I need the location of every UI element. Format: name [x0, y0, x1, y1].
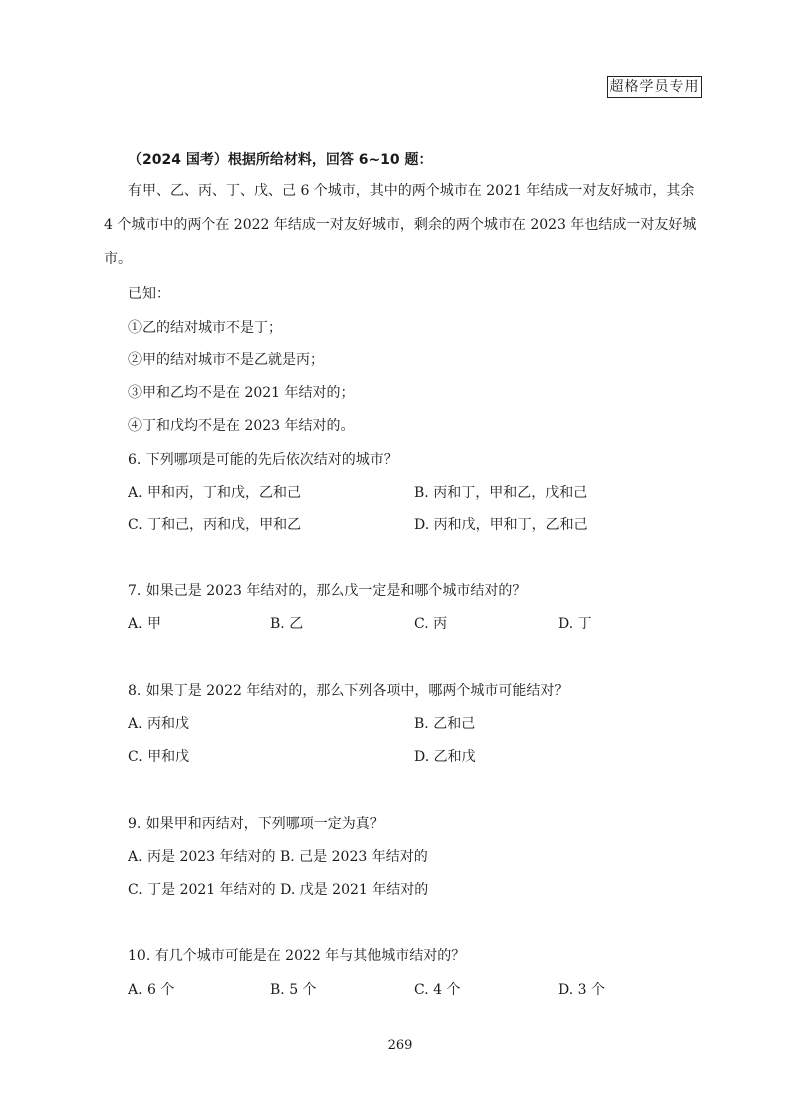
q7-option-d: D. 丁 [558, 616, 592, 632]
question-10: 10. 有几个城市可能是在 2022 年与其他城市结对的？ [128, 948, 466, 964]
question-9: 9. 如果甲和丙结对，下列哪项一定为真？ [128, 816, 384, 832]
condition-3: ③甲和乙均不是在 2021 年结对的； [128, 385, 355, 401]
q7-option-c: C. 丙 [414, 616, 448, 632]
intro-title: （2024 国考）根据所给材料，回答 6~10 题： [128, 152, 433, 168]
q8-option-b: B. 乙和己 [414, 716, 476, 732]
q10-option-d: D. 3 个 [558, 982, 605, 998]
q7-option-a: A. 甲 [128, 616, 162, 632]
condition-1: ①乙的结对城市不是丁； [128, 320, 282, 336]
q6-option-b: B. 丙和丁，甲和乙，戊和己 [414, 485, 588, 501]
intro-paragraph: 有甲、乙、丙、丁、戊、己 6 个城市，其中的两个城市在 2021 年结成一对友好城市，其余 4 个城市中的两个在 2022 年结成一对友好城市，剩余的两个城市在 2023 年也结成一对友好城市。 [104, 183, 697, 267]
q9-options-cd: C. 丁是 2021 年结对的 D. 戊是 2021 年结对的 [128, 882, 429, 898]
exclusive-badge: 超格学员专用 [607, 76, 702, 98]
question-6: 6. 下列哪项是可能的先后依次结对的城市？ [128, 452, 398, 468]
q8-option-c: C. 甲和戊 [128, 749, 190, 765]
q10-option-a: A. 6 个 [128, 982, 175, 998]
q10-option-c: C. 4 个 [414, 982, 461, 998]
question-7: 7. 如果己是 2023 年结对的，那么戊一定是和哪个城市结对的？ [128, 583, 527, 599]
question-8: 8. 如果丁是 2022 年结对的，那么下列各项中，哪两个城市可能结对？ [128, 683, 569, 699]
page-number: 269 [387, 1038, 413, 1053]
q8-option-a: A. 丙和戊 [128, 716, 190, 732]
known-label: 已知： [128, 286, 170, 302]
q6-option-c: C. 丁和己，丙和戊，甲和乙 [128, 517, 302, 533]
q9-options-ab: A. 丙是 2023 年结对的 B. 己是 2023 年结对的 [128, 849, 428, 865]
q10-option-b: B. 5 个 [270, 982, 317, 998]
q6-option-a: A. 甲和丙，丁和戊，乙和己 [128, 485, 302, 501]
condition-4: ④丁和戊均不是在 2023 年结对的。 [128, 418, 355, 434]
q7-option-b: B. 乙 [270, 616, 304, 632]
q6-option-d: D. 丙和戊，甲和丁，乙和己 [414, 517, 588, 533]
condition-2: ②甲的结对城市不是乙就是丙； [128, 352, 324, 368]
q8-option-d: D. 乙和戊 [414, 749, 476, 765]
